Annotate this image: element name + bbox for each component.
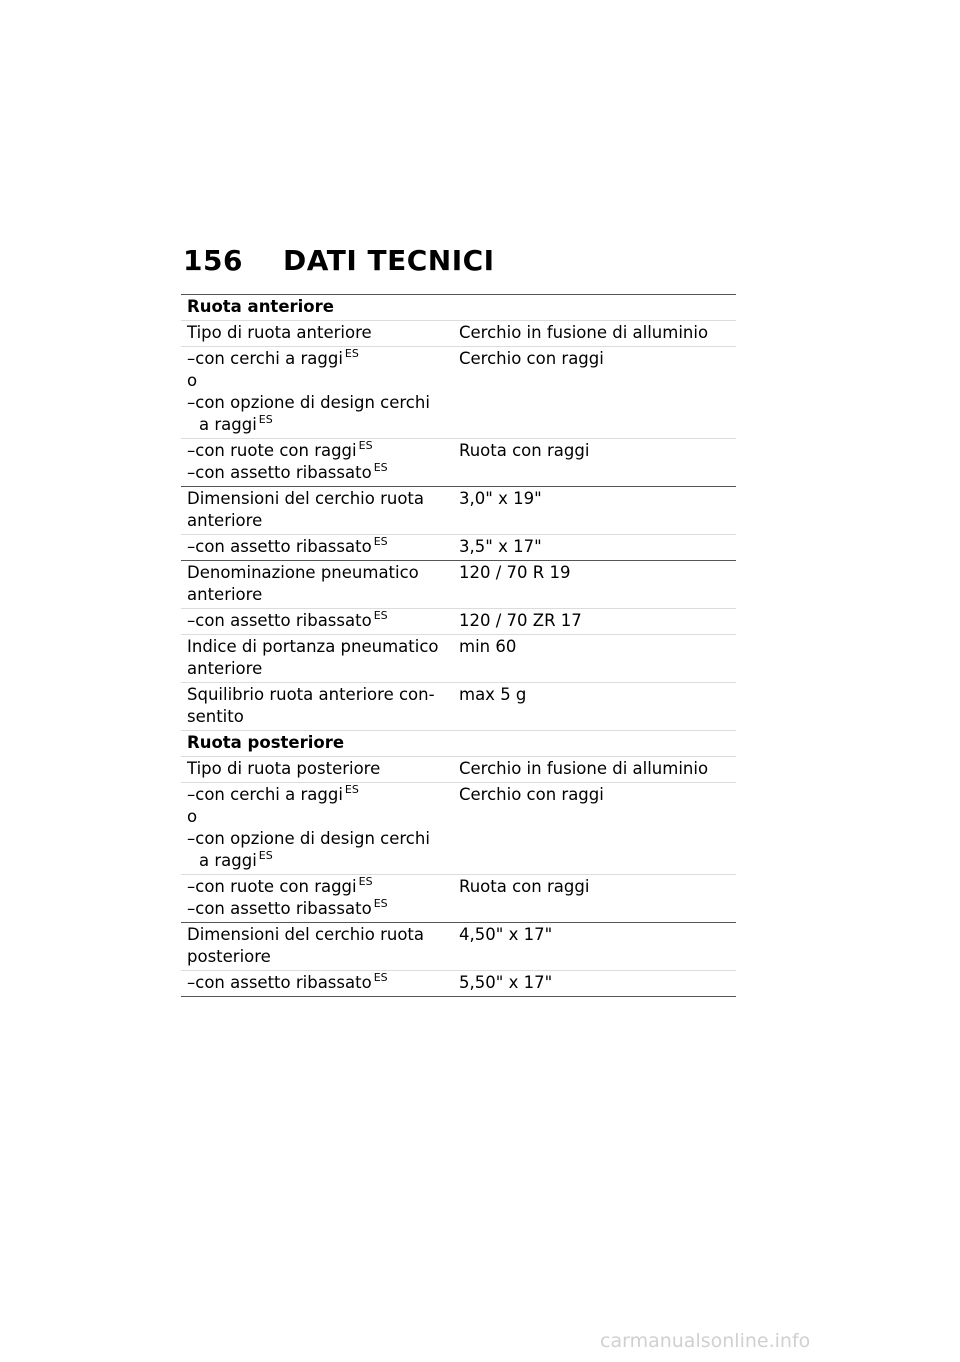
spec-label: Squilibrio ruota anteriore con-sentito (181, 683, 453, 731)
spec-label: –con assetto ribassato $^{ES}$ (181, 609, 453, 635)
spec-label: Tipo di ruota posteriore (181, 757, 453, 783)
footnote-mark: ES (373, 897, 388, 910)
spec-label-line: –con opzione di design cerchi (187, 393, 430, 412)
spec-label-line: –con ruote con raggi $^{ES}$ (187, 439, 373, 460)
spec-label: Dimensioni del cerchio ruota posteriore (181, 923, 453, 971)
table-row (181, 535, 736, 561)
table-row (181, 635, 736, 683)
spec-value: 4,50" x 17" (453, 923, 736, 971)
spec-value: Ruota con raggi (453, 439, 736, 487)
table-row (181, 875, 736, 923)
footnote-mark: ES (358, 439, 373, 452)
spec-label-line: –con assetto ribassato $^{ES}$ (187, 897, 388, 918)
spec-label-line: a raggi $^{ES}$ (199, 413, 273, 434)
spec-label-line: –con opzione di design cerchi (187, 829, 430, 848)
footnote-mark: ES (258, 413, 273, 426)
spec-table (181, 294, 736, 997)
spec-label (181, 783, 453, 875)
footnote-mark: ES (373, 461, 388, 474)
spec-label-line: –con cerchi a raggi $^{ES}$ (187, 347, 359, 368)
spec-value: Ruota con raggi (453, 875, 736, 923)
table-row (181, 923, 736, 971)
spec-label-line: –con ruote con raggi $^{ES}$ (187, 875, 373, 896)
section-row-rear-wheel (181, 731, 736, 757)
section-title-rear-wheel: Ruota posteriore (181, 731, 736, 757)
spec-label: Tipo di ruota anteriore (181, 321, 453, 347)
table-row (181, 783, 736, 875)
section-title: DATI TECNICI (283, 243, 495, 277)
table-row (181, 757, 736, 783)
footnote-mark: ES (344, 347, 359, 360)
spec-label-line: –con assetto ribassato $^{ES}$ (187, 461, 388, 482)
spec-label: Indice di portanza pneumatico anteriore (181, 635, 453, 683)
footnote-mark: ES (358, 875, 373, 888)
spec-value: Cerchio con raggi (453, 783, 736, 875)
table-row (181, 439, 736, 487)
spec-label: Denominazione pneumatico anteriore (181, 561, 453, 609)
spec-value: Cerchio in fusione di alluminio (453, 321, 736, 347)
spec-label: Dimensioni del cerchio ruota anteriore (181, 487, 453, 535)
spec-label-line: o (187, 807, 198, 826)
footnote-mark: ES (344, 783, 359, 796)
page-number: 156 (183, 243, 243, 277)
footnote-mark: ES (258, 849, 273, 862)
spec-value: 5,50" x 17" (453, 971, 736, 997)
table-row (181, 487, 736, 535)
table-row (181, 971, 736, 997)
spec-value: 3,0" x 19" (453, 487, 736, 535)
table-row (181, 683, 736, 731)
spec-label: –con assetto ribassato $^{ES}$ (181, 971, 453, 997)
spec-label (181, 347, 453, 439)
footnote-mark: ES (373, 535, 388, 548)
spec-value: max 5 g (453, 683, 736, 731)
spec-label-line: o (187, 371, 198, 390)
table-row (181, 347, 736, 439)
spec-label (181, 875, 453, 923)
spec-label-line: a raggi $^{ES}$ (199, 849, 273, 870)
table-row (181, 561, 736, 609)
section-row-front-wheel (181, 295, 736, 321)
spec-label (181, 439, 453, 487)
spec-value: Cerchio con raggi (453, 347, 736, 439)
table-row (181, 609, 736, 635)
footnote-mark: ES (373, 609, 388, 622)
footnote-mark: ES (373, 971, 388, 984)
page-header (183, 240, 495, 280)
spec-value: 120 / 70 R 19 (453, 561, 736, 609)
spec-value: 120 / 70 ZR 17 (453, 609, 736, 635)
spec-value: 3,5" x 17" (453, 535, 736, 561)
section-title-front-wheel: Ruota anteriore (181, 295, 736, 321)
spec-label: –con assetto ribassato $^{ES}$ (181, 535, 453, 561)
watermark: carmanualsonline.info (600, 1330, 811, 1352)
spec-value: Cerchio in fusione di alluminio (453, 757, 736, 783)
table-row (181, 321, 736, 347)
spec-label-line: –con cerchi a raggi $^{ES}$ (187, 783, 359, 804)
spec-value: min 60 (453, 635, 736, 683)
